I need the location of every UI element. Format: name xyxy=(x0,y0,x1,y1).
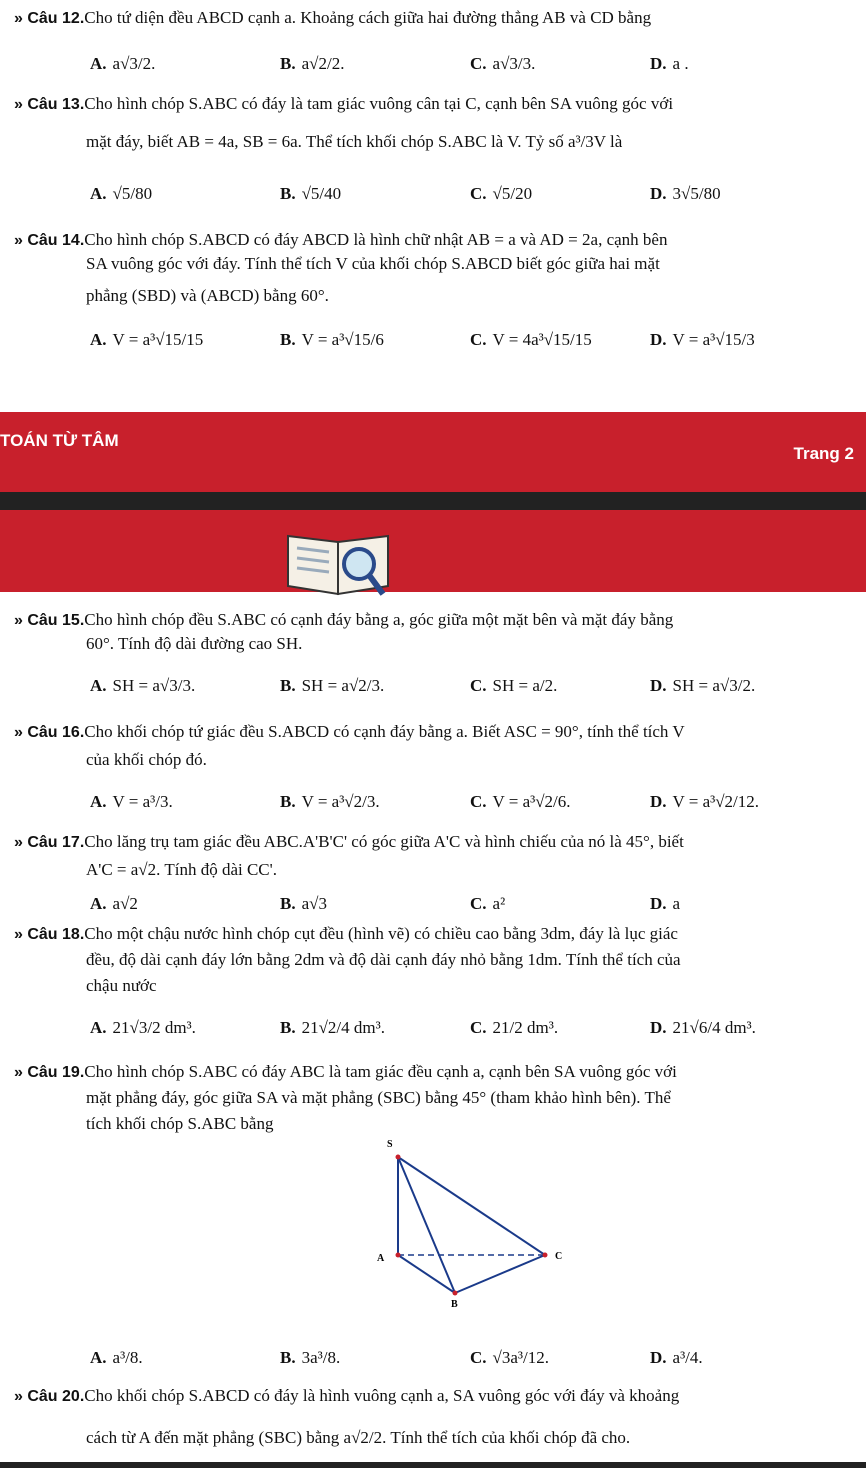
option-b[interactable]: B. 21√2/4 dm³. xyxy=(280,1018,385,1037)
bottom-divider xyxy=(0,1462,866,1468)
book-search-icon xyxy=(283,522,393,602)
edge-sb xyxy=(398,1157,455,1293)
option-d[interactable]: D. a xyxy=(650,894,681,913)
point-a xyxy=(396,1253,401,1258)
option-d[interactable]: D. 3√5/80 xyxy=(650,184,721,203)
question-number: » Câu 15. xyxy=(14,612,85,629)
question-number: » Câu 20. xyxy=(14,1388,85,1405)
options-13 xyxy=(90,166,850,222)
point-b xyxy=(453,1291,458,1296)
option-c[interactable]: C. √5/20 xyxy=(470,184,533,203)
question-17 xyxy=(14,828,854,857)
option-c[interactable]: C. a² xyxy=(470,894,506,913)
option-a[interactable]: A. 21√3/2 dm³. xyxy=(90,1018,196,1037)
option-d[interactable]: D. a . xyxy=(650,54,689,73)
question-18-line3: chậu nước xyxy=(86,976,157,995)
option-b[interactable]: B. V = a³√15/6 xyxy=(280,330,384,349)
question-15-line2: 60°. Tính độ dài đường cao SH. xyxy=(86,634,303,653)
question-20-line2: cách từ A đến mặt phẳng (SBC) bằng a√2/2. Tính thể tích của khối chóp đã cho. xyxy=(86,1428,631,1447)
divider xyxy=(0,492,866,510)
question-19-line2: mặt phẳng đáy, góc giữa SA và mặt phẳng (SBC) bằng 45° (tham khảo hình bên). Thể xyxy=(86,1088,671,1107)
question-text: Cho hình chóp đều S.ABC có cạnh đáy bằng a, góc giữa một mặt bên và mặt đáy bằng xyxy=(84,610,674,629)
options-18 xyxy=(90,1000,850,1056)
question-18 xyxy=(14,920,854,949)
question-number: » Câu 18. xyxy=(14,926,85,943)
edge-bc xyxy=(455,1255,545,1293)
question-text: Cho hình chóp S.ABCD có đáy ABCD là hình chữ nhật AB = a và AD = 2a, cạnh bên xyxy=(84,230,668,249)
option-b[interactable]: B. a√3 xyxy=(280,894,327,913)
question-13-line2: mặt đáy, biết AB = 4a, SB = 6a. Thể tích khối chóp S.ABC là V. Tỷ số a³/3V là xyxy=(86,132,623,151)
edge-sc xyxy=(398,1157,545,1255)
pyramid-figure xyxy=(365,1135,575,1320)
question-text: Cho khối chóp S.ABCD có đáy là hình vuông cạnh a, SA vuông góc với đáy và khoảng xyxy=(84,1386,680,1405)
question-number: » Câu 13. xyxy=(14,96,85,113)
option-d[interactable]: D. 21√6/4 dm³. xyxy=(650,1018,756,1037)
options-15 xyxy=(90,658,850,714)
page-number: Trang 2 xyxy=(793,444,854,463)
label-a: A xyxy=(377,1253,385,1264)
option-d[interactable]: D. V = a³√15/3 xyxy=(650,330,755,349)
label-b: B xyxy=(451,1299,458,1310)
header-banner xyxy=(0,510,866,592)
option-c[interactable]: C. a√3/3. xyxy=(470,54,536,73)
question-18-line2: đều, độ dài cạnh đáy lớn bằng 2dm và độ dài cạnh đáy nhỏ bằng 1dm. Tính thể tích của xyxy=(86,950,681,969)
question-text: Cho hình chóp S.ABC có đáy ABC là tam giác đều cạnh a, cạnh bên SA vuông góc với xyxy=(84,1062,677,1081)
option-a[interactable]: A. a√3/2. xyxy=(90,54,156,73)
option-a[interactable]: A. a³/8. xyxy=(90,1348,143,1367)
question-text: Cho hình chóp S.ABC có đáy là tam giác vuông cân tại C, cạnh bên SA vuông góc với xyxy=(84,94,674,113)
question-20 xyxy=(14,1382,854,1411)
option-c[interactable]: C. √3a³/12. xyxy=(470,1348,549,1367)
option-a[interactable]: A. a√2 xyxy=(90,894,138,913)
option-b[interactable]: B. a√2/2. xyxy=(280,54,345,73)
question-13 xyxy=(14,90,854,119)
option-a[interactable]: A. V = a³/3. xyxy=(90,792,173,811)
brand-title: TOÁN TỪ TÂM xyxy=(0,431,119,450)
options-16 xyxy=(90,774,850,830)
options-19 xyxy=(90,1330,850,1386)
question-14-line3: phẳng (SBD) và (ABCD) bằng 60°. xyxy=(86,286,329,305)
options-14 xyxy=(90,312,850,368)
question-19 xyxy=(14,1058,854,1087)
option-a[interactable]: A. SH = a√3/3. xyxy=(90,676,196,695)
question-19-line3: tích khối chóp S.ABC bằng xyxy=(86,1114,274,1133)
option-b[interactable]: B. V = a³√2/3. xyxy=(280,792,380,811)
question-text: Cho tứ diện đều ABCD cạnh a. Khoảng cách giữa hai đường thẳng AB và CD bằng xyxy=(84,8,652,27)
question-17-line2: A'C = a√2. Tính độ dài CC'. xyxy=(86,860,277,879)
question-number: » Câu 16. xyxy=(14,724,85,741)
footer-banner xyxy=(0,412,866,492)
option-b[interactable]: B. SH = a√2/3. xyxy=(280,676,385,695)
option-a[interactable]: A. √5/80 xyxy=(90,184,153,203)
option-d[interactable]: D. SH = a√3/2. xyxy=(650,676,756,695)
option-c[interactable]: C. SH = a/2. xyxy=(470,676,558,695)
options-12 xyxy=(90,36,850,92)
question-16 xyxy=(14,718,854,747)
question-number: » Câu 17. xyxy=(14,834,85,851)
point-s xyxy=(396,1155,401,1160)
option-c[interactable]: C. V = 4a³√15/15 xyxy=(470,330,592,349)
question-16-line2: của khối chóp đó. xyxy=(86,750,207,769)
question-number: » Câu 14. xyxy=(14,232,85,249)
question-14-line2: SA vuông góc với đáy. Tính thể tích V của khối chóp S.ABCD biết góc giữa hai mặt xyxy=(86,254,660,273)
option-d[interactable]: D. a³/4. xyxy=(650,1348,703,1367)
label-s: S xyxy=(387,1139,393,1150)
option-b[interactable]: B. √5/40 xyxy=(280,184,342,203)
question-text: Cho khối chóp tứ giác đều S.ABCD có cạnh đáy bằng a. Biết ASC = 90°, tính thể tích V xyxy=(84,722,685,741)
point-c xyxy=(543,1253,548,1258)
option-d[interactable]: D. V = a³√2/12. xyxy=(650,792,760,811)
option-c[interactable]: C. 21/2 dm³. xyxy=(470,1018,559,1037)
option-c[interactable]: C. V = a³√2/6. xyxy=(470,792,571,811)
option-b[interactable]: B. 3a³/8. xyxy=(280,1348,341,1367)
label-c: C xyxy=(555,1251,563,1262)
question-number: » Câu 19. xyxy=(14,1064,85,1081)
question-number: » Câu 12. xyxy=(14,10,85,27)
question-12 xyxy=(14,4,854,33)
question-text: Cho lăng trụ tam giác đều ABC.A'B'C' có góc giữa A'C và hình chiếu của nó là 45°, biết xyxy=(84,832,684,851)
question-text: Cho một chậu nước hình chóp cụt đều (hình vẽ) có chiều cao bằng 3dm, đáy là lục giác xyxy=(84,924,678,943)
option-a[interactable]: A. V = a³√15/15 xyxy=(90,330,204,349)
